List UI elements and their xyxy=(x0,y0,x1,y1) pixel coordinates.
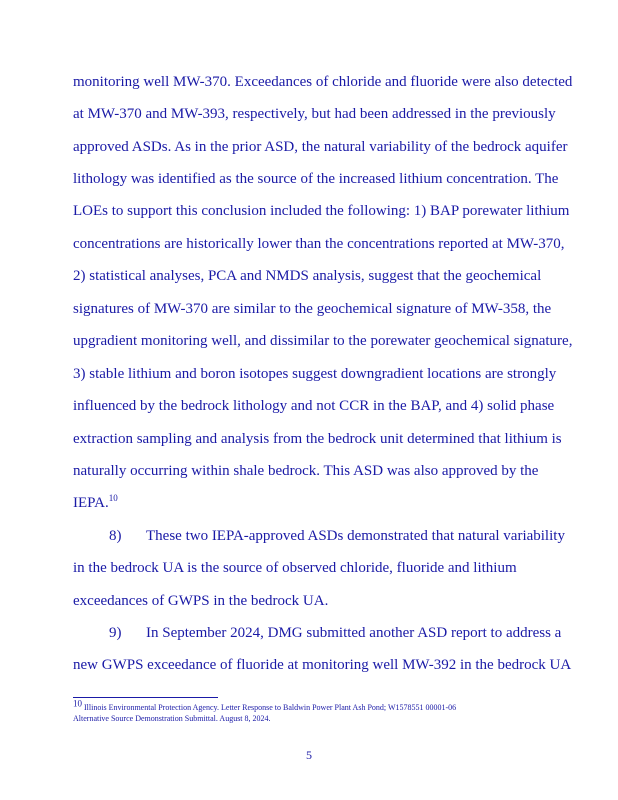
footnote-text: Illinois Environmental Protection Agency. Letter Response to Baldwin Power Plant Ash Pond; W1578551 00001-06 xyxy=(84,703,457,712)
body-line: lithology was identified as the source of the increased lithium concentration. The xyxy=(73,171,559,187)
paragraph-8-line: in the bedrock UA is the source of observed chloride, fluoride and lithium xyxy=(73,560,517,576)
body-line: extraction sampling and analysis from the bedrock unit determined that lithium is xyxy=(73,431,562,447)
footnote-reference: 10 xyxy=(108,494,118,503)
body-line: monitoring well MW-370. Exceedances of chloride and fluoride were also detected xyxy=(73,74,573,90)
body-line: approved ASDs. As in the prior ASD, the natural variability of the bedrock aquifer xyxy=(73,139,568,155)
paragraph-8-line: exceedances of GWPS in the bedrock UA. xyxy=(73,593,329,609)
footnote-divider xyxy=(73,697,218,698)
body-line: concentrations are historically lower than the concentrations reported at MW-370, xyxy=(73,236,565,252)
footnote-line: Alternative Source Demonstration Submittal. August 8, 2024. xyxy=(73,714,271,723)
iepa-text: IEPA. xyxy=(73,495,109,511)
body-line: LOEs to support this conclusion included the following: 1) BAP porewater lithium xyxy=(73,203,570,219)
footnote-marker: 10 xyxy=(73,698,82,709)
footnote-line xyxy=(73,698,457,713)
body-line: at MW-370 and MW-393, respectively, but had been addressed in the previously xyxy=(73,106,556,122)
body-line: naturally occurring within shale bedrock. This ASD was also approved by the xyxy=(73,463,539,479)
body-line: 2) statistical analyses, PCA and NMDS analysis, suggest that the geochemical xyxy=(73,268,542,284)
page-number: 5 xyxy=(306,748,312,762)
body-line: 3) stable lithium and boron isotopes suggest downgradient locations are strongly xyxy=(73,366,557,382)
paragraph-8-number: 8) xyxy=(109,528,122,544)
iepa-line xyxy=(73,494,595,512)
body-line: influenced by the bedrock lithology and not CCR in the BAP, and 4) solid phase xyxy=(73,398,555,414)
paragraph-9-line: new GWPS exceedance of fluoride at monitoring well MW-392 in the bedrock UA xyxy=(73,657,572,673)
paragraph-9-line: In September 2024, DMG submitted another ASD report to address a xyxy=(146,625,562,641)
body-line: signatures of MW-370 are similar to the geochemical signature of MW-358, the xyxy=(73,301,552,317)
paragraph-9-number: 9) xyxy=(109,625,122,641)
paragraph-8-line: These two IEPA-approved ASDs demonstrated that natural variability xyxy=(146,528,565,544)
body-line: upgradient monitoring well, and dissimilar to the porewater geochemical signature, xyxy=(73,333,573,349)
